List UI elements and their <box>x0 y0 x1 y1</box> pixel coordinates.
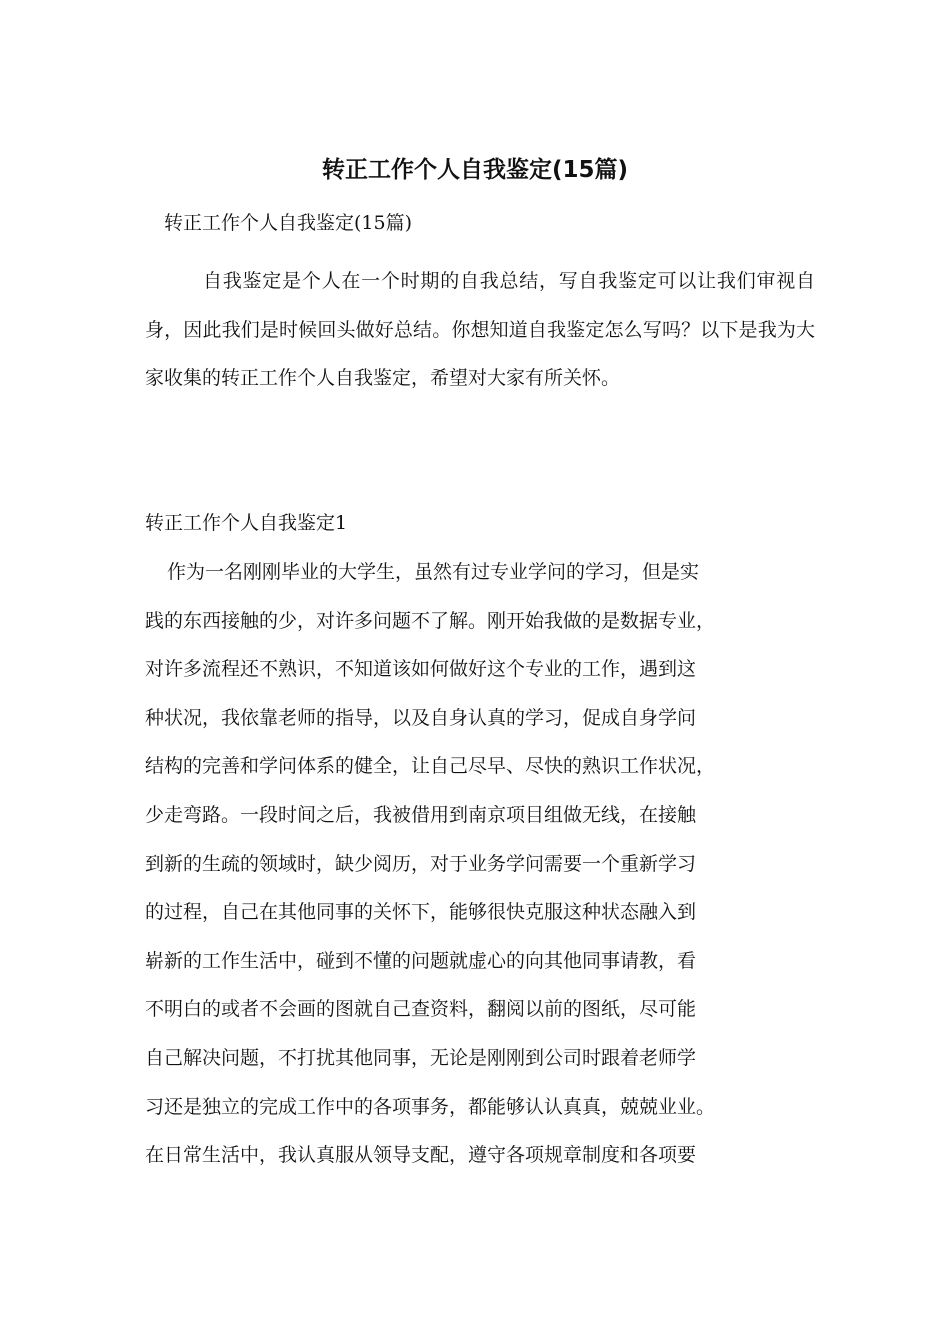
document-subtitle: 转正工作个人自我鉴定(15篇) <box>164 212 413 234</box>
body-line: 到新的生疏的领域时，缺少阅历，对于业务学问需要一个重新学习 <box>145 852 697 875</box>
body-line: 崭新的工作生活中，碰到不懂的问题就虚心的向其他同事请教，看 <box>145 949 697 972</box>
body-line: 种状况，我依靠老师的指导，以及自身认真的学习，促成自身学问 <box>145 706 697 729</box>
section-heading: 转正工作个人自我鉴定1 <box>145 512 348 534</box>
intro-paragraph: 自我鉴定是个人在一个时期的自我总结，写自我鉴定可以让我们审视自身，因此我们是时候回头做好总结。你想知道自我鉴定怎么写吗？以下是我为大家收集的转正工作个人自我鉴定，希望对大家有所关怀。 <box>145 270 815 389</box>
body-line: 对许多流程还不熟识，不知道该如何做好这个专业的工作，遇到这 <box>145 658 697 681</box>
document-title: 转正工作个人自我鉴定(15篇) <box>321 157 629 183</box>
body-line: 少走弯路。一段时间之后，我被借用到南京项目组做无线，在接触 <box>145 803 697 826</box>
body-line: 的过程，自己在其他同事的关怀下，能够很快克服这种状态融入到 <box>145 901 697 924</box>
body-line: 习还是独立的完成工作中的各项事务，都能够认认真真，兢兢业业。 <box>145 1095 716 1118</box>
body-line: 不明白的或者不会画的图就自己查资料，翻阅以前的图纸，尽可能 <box>145 998 697 1021</box>
body-line: 结构的完善和学问体系的健全，让自己尽早、尽快的熟识工作状况， <box>145 755 716 778</box>
body-line: 作为一名刚刚毕业的大学生，虽然有过专业学问的学习，但是实 <box>167 561 700 583</box>
body-paragraph <box>145 556 835 1188</box>
body-line: 自己解决问题，不打扰其他同事，无论是刚刚到公司时跟着老师学 <box>145 1046 697 1069</box>
body-line: 在日常生活中，我认真服从领导支配，遵守各项规章制度和各项要 <box>145 1144 697 1167</box>
body-line: 践的东西接触的少，对许多问题不了解。刚开始我做的是数据专业， <box>145 609 716 632</box>
